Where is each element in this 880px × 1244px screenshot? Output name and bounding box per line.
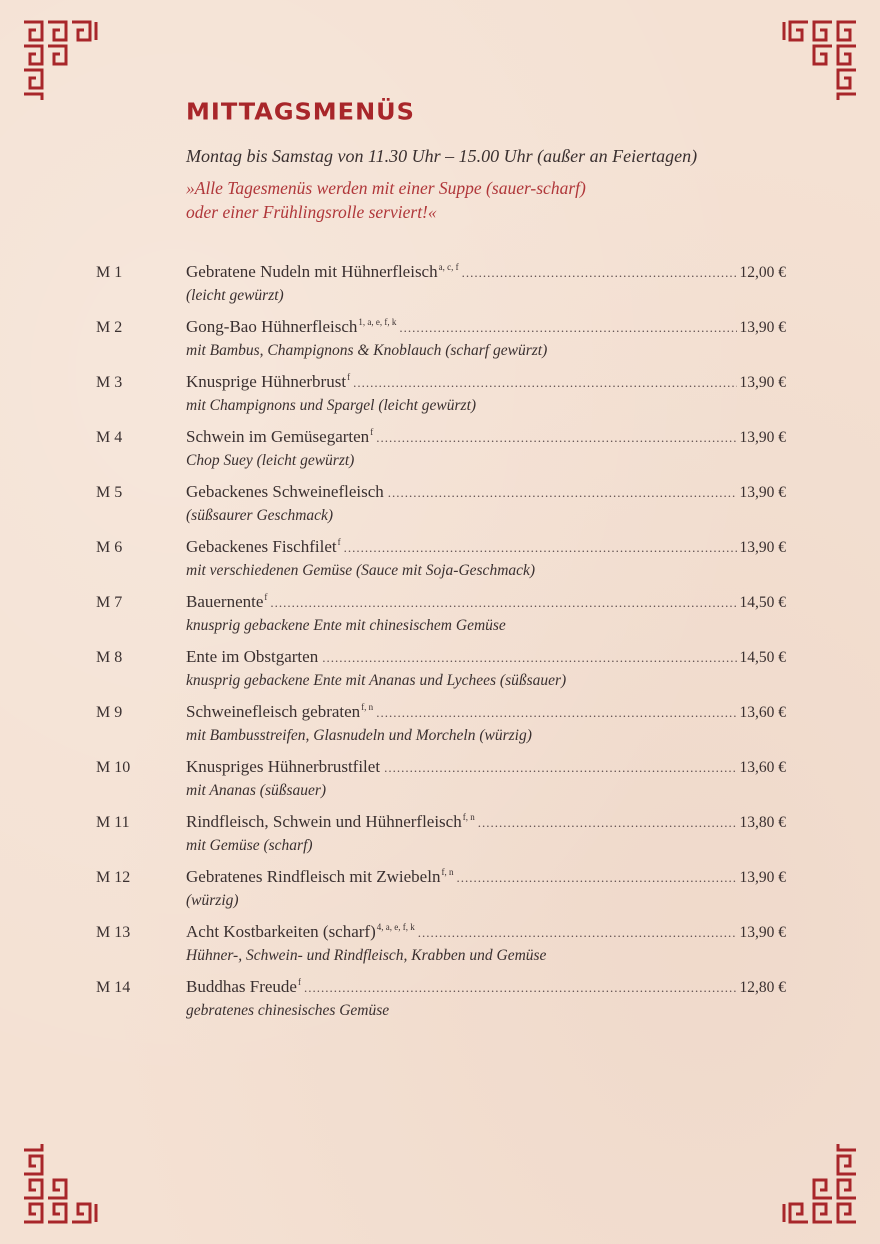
allergen-codes: f — [337, 537, 341, 547]
item-description: (leicht gewürzt) — [186, 287, 284, 304]
item-code: M 14 — [96, 979, 131, 996]
menu-item — [96, 977, 786, 1032]
item-description: (würzig) — [186, 892, 239, 909]
item-name: Knuspriges Hühnerbrustfilet — [186, 757, 381, 776]
menu-note — [186, 176, 586, 224]
allergen-codes: 1, a, e, f, k — [358, 317, 397, 327]
item-code: M 3 — [96, 374, 123, 391]
corner-ornament-bottom-left — [22, 1142, 104, 1224]
item-code: M 9 — [96, 704, 123, 721]
dot-leader — [384, 760, 736, 776]
item-code: M 7 — [96, 594, 123, 611]
item-code: M 2 — [96, 319, 123, 336]
dot-leader — [388, 485, 737, 501]
item-price: 13,90 € — [739, 374, 786, 391]
allergen-codes: a, c, f — [438, 262, 459, 272]
item-price: 13,60 € — [739, 704, 786, 721]
dot-leader — [376, 705, 736, 721]
menu-item — [96, 262, 786, 317]
item-description: knusprig gebackene Ente mit Ananas und Lychees (süßsauer) — [186, 672, 567, 689]
fret-ornament-icon — [776, 1142, 858, 1224]
menu-item — [96, 372, 786, 427]
item-name: Ente im Obstgarten — [186, 647, 319, 666]
allergen-codes: f — [347, 372, 351, 382]
item-name: Schwein im Gemüsegarten — [186, 427, 370, 446]
item-name: Gebratenes Rindfleisch mit Zwiebeln — [186, 867, 441, 886]
item-code: M 11 — [96, 814, 130, 831]
opening-hours: Montag bis Samstag von 11.30 Uhr – 15.00 Uhr (außer an Feiertagen) — [186, 146, 698, 166]
item-name: Gebratene Nudeln mit Hühnerfleisch — [186, 262, 438, 281]
item-name: Rindfleisch, Schwein und Hühnerfleisch — [186, 812, 462, 831]
item-description: (süßsaurer Geschmack) — [186, 507, 334, 524]
item-price: 13,90 € — [739, 319, 786, 336]
item-name: Gong-Bao Hühnerfleisch — [186, 317, 358, 336]
item-price: 12,00 € — [739, 264, 786, 281]
item-name: Acht Kostbarkeiten (scharf) — [186, 922, 376, 941]
allergen-codes: f — [297, 977, 301, 987]
item-code: M 6 — [96, 539, 123, 556]
item-description: mit Ananas (süßsauer) — [186, 782, 327, 799]
menu-item — [96, 427, 786, 482]
item-price: 13,90 € — [739, 484, 786, 501]
allergen-codes: f, n — [441, 867, 454, 877]
allergen-codes: f — [370, 427, 374, 437]
menu-item — [96, 592, 786, 647]
item-name: Gebackenes Fischfilet — [186, 537, 337, 556]
fret-ornament-icon — [776, 20, 858, 102]
fret-ornament-icon — [22, 20, 104, 102]
item-description: Hühner-, Schwein- und Rindfleisch, Krabben und Gemüse — [186, 947, 547, 964]
item-description: mit Champignons und Spargel (leicht gewürzt) — [186, 397, 477, 414]
item-price: 14,50 € — [739, 649, 786, 666]
menu-item — [96, 812, 786, 867]
item-description: gebratenes chinesisches Gemüse — [186, 1002, 390, 1019]
item-name: Buddhas Freude — [186, 977, 297, 996]
menu-item — [96, 702, 786, 757]
menu-note-line-1: »Alle Tagesmenüs werden mit einer Suppe (sauer-scharf) — [186, 178, 586, 198]
item-price: 12,80 € — [739, 979, 786, 996]
item-code: M 13 — [96, 924, 131, 941]
item-price: 13,90 € — [739, 539, 786, 556]
item-name: Knusprige Hühnerbrust — [186, 372, 347, 391]
menu-item — [96, 922, 786, 977]
item-description: Chop Suey (leicht gewürzt) — [186, 452, 355, 469]
menu-item — [96, 317, 786, 372]
allergen-codes: f, n — [462, 812, 475, 822]
corner-ornament-top-left — [22, 20, 104, 102]
menu-item — [96, 647, 786, 702]
item-price: 13,60 € — [739, 759, 786, 776]
dot-leader — [456, 870, 736, 886]
dot-leader — [376, 430, 736, 446]
item-code: M 1 — [96, 264, 123, 281]
item-name: Bauernente — [186, 592, 264, 611]
menu-list — [96, 262, 786, 1032]
dot-leader — [344, 540, 737, 556]
menu-item — [96, 537, 786, 592]
dot-leader — [399, 320, 736, 336]
item-price: 13,90 € — [739, 869, 786, 886]
item-price: 13,90 € — [739, 924, 786, 941]
corner-ornament-top-right — [776, 20, 858, 102]
page-title: MITTAGSMENÜS — [186, 98, 415, 126]
item-code: M 5 — [96, 484, 123, 501]
allergen-codes: f, n — [361, 702, 374, 712]
item-name: Gebackenes Schweinefleisch — [186, 482, 384, 501]
item-code: M 12 — [96, 869, 131, 886]
menu-note-line-2: oder einer Frühlingsrolle serviert!« — [186, 202, 437, 222]
dot-leader — [462, 265, 737, 281]
item-price: 14,50 € — [739, 594, 786, 611]
menu-item — [96, 482, 786, 537]
item-code: M 10 — [96, 759, 131, 776]
dot-leader — [270, 595, 736, 611]
item-code: M 8 — [96, 649, 123, 666]
dot-leader — [478, 815, 737, 831]
fret-ornament-icon — [22, 1142, 104, 1224]
allergen-codes: f — [264, 592, 268, 602]
item-description: mit Bambusstreifen, Glasnudeln und Morcheln (würzig) — [186, 727, 532, 744]
item-price: 13,90 € — [739, 429, 786, 446]
dot-leader — [353, 375, 736, 391]
item-price: 13,80 € — [739, 814, 786, 831]
item-description: mit Gemüse (scharf) — [186, 837, 313, 854]
item-description: mit verschiedenen Gemüse (Sauce mit Soja-Geschmack) — [186, 562, 536, 579]
dot-leader — [304, 980, 737, 996]
item-description: mit Bambus, Champignons & Knoblauch (scharf gewürzt) — [186, 342, 548, 359]
allergen-codes: 4, a, e, f, k — [376, 922, 415, 932]
menu-item — [96, 757, 786, 812]
item-code: M 4 — [96, 429, 123, 446]
item-name: Schweinefleisch gebraten — [186, 702, 361, 721]
dot-leader — [418, 925, 737, 941]
dot-leader — [322, 650, 736, 666]
menu-item — [96, 867, 786, 922]
item-description: knusprig gebackene Ente mit chinesischem Gemüse — [186, 617, 506, 634]
corner-ornament-bottom-right — [776, 1142, 858, 1224]
